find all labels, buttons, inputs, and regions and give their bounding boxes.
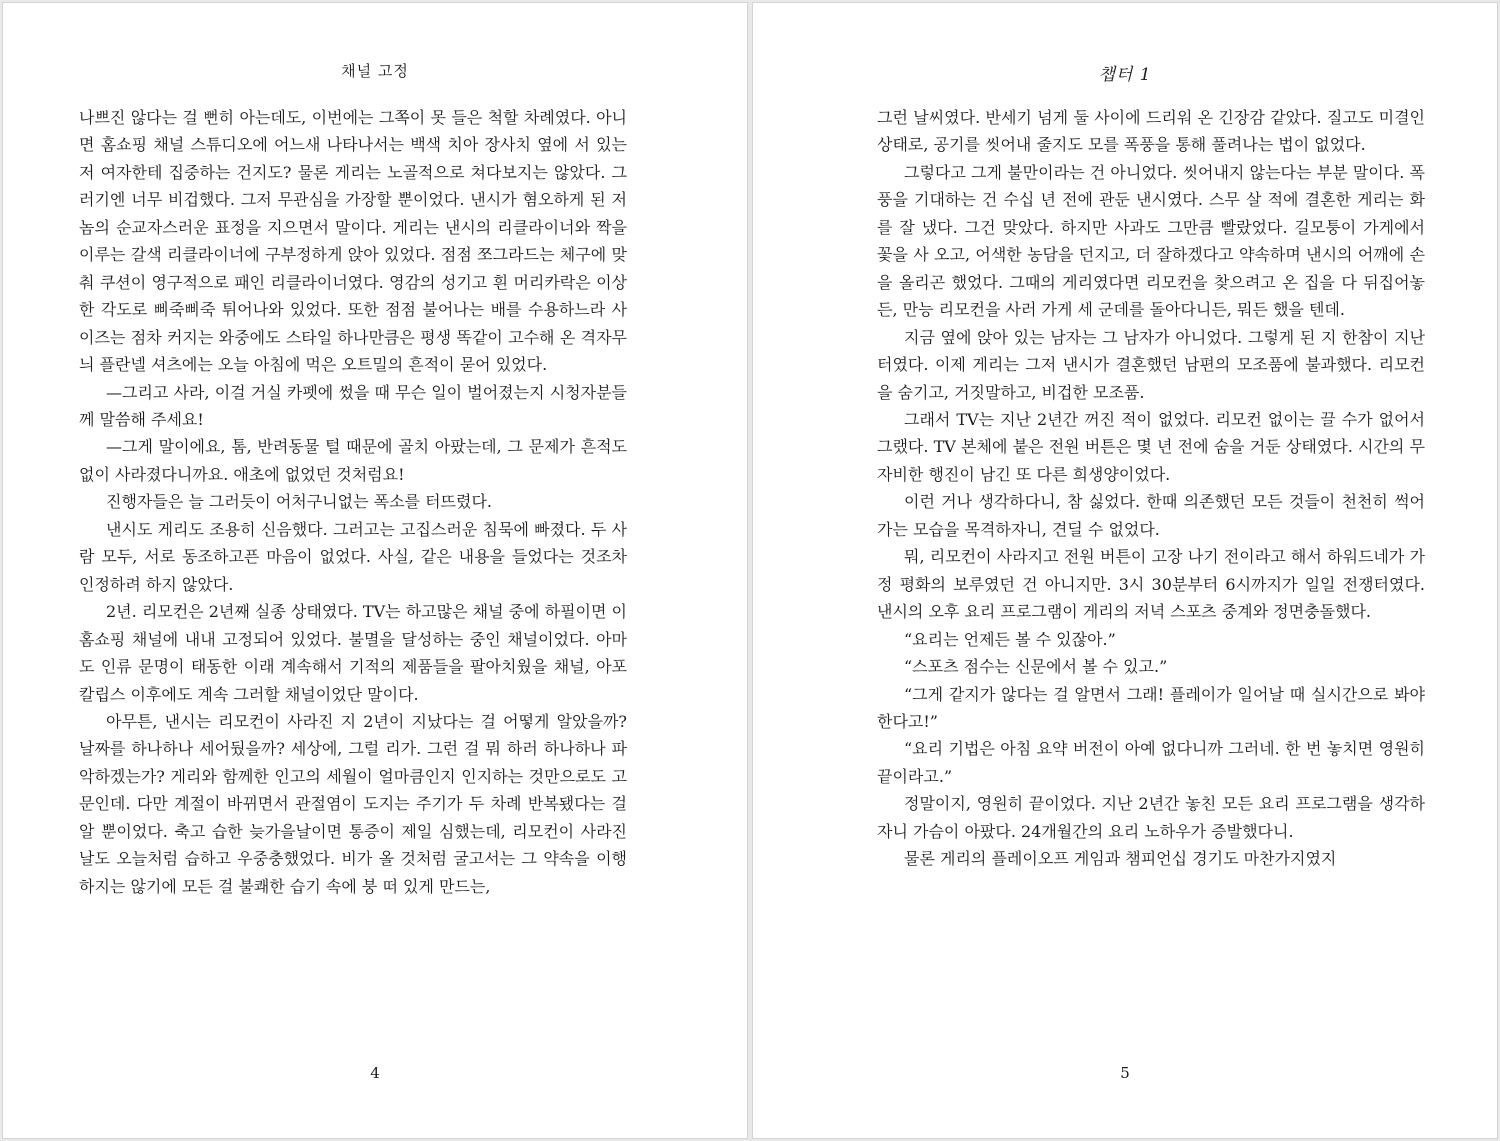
page-number: 4 bbox=[370, 1064, 380, 1082]
paragraph: “요리는 언제든 볼 수 있잖아.” bbox=[904, 629, 1116, 649]
paragraph: 아무튼, 낸시는 리모컨이 사라진 지 2년이 지났다는 걸 어떻게 알았을까? 날짜를 하나하나 세어뒀을까? 세상에, 그럴 리가. 그런 걸 뭐 하러 하나하나 파악하겠는가? 게리와 함께한 인고의 세월이 얼마큼인지 인지하는 것만으로도 고문인데. 다만 계절이 바뀌면서 관절염이 도지는 주기가 두 차례 반복됐다는 걸 알 뿐이었다. 축고 습한 늦가을날이면 통증이 제일 심했는데, 리모컨이 사라진 날도 오늘처럼 습하고 우중충했었다. 비가 올 것처럼 굴고서는 그 약속을 이행하지는 않기에 모든 걸 불쾌한 습기 속에 붕 떠 있게 만드는, bbox=[79, 711, 627, 896]
paragraph: 정말이지, 영원히 끝이었다. 지난 2년간 놓친 모든 요리 프로그램을 생각하자니 가슴이 아팠다. 24개월간의 요리 노하우가 증발했다니. bbox=[877, 794, 1425, 841]
left-page bbox=[2, 2, 748, 1139]
paragraph: 그래서 TV는 지난 2년간 꺼진 적이 없었다. 리모컨 없이는 끌 수가 없어서 그랬다. TV 본체에 붙은 전원 버튼은 몇 년 전에 숨을 거둔 상태였다. 시간의 무자비한 행진이 남긴 또 다른 희생양이었다. bbox=[877, 409, 1425, 484]
paragraph: 나쁘진 않다는 걸 뻔히 아는데도, 이번에는 그쪽이 못 들은 척할 차례였다. 아니면 홈쇼핑 채널 스튜디오에 어느새 나타나서는 백색 치아 장사치 옆에 서 있는 저 여자한테 집중하는 건지도? 물론 게리는 노골적으로 쳐다보지는 않았다. 그러기엔 너무 비겁했다. 그저 무관심을 가장할 뿐이었다. 낸시가 혐오하게 된 저놈의 순교자스러운 표정을 지으면서 말이다. 게리는 낸시의 리클라이너와 짝을 이루는 갈색 리클라이너에 구부정하게 앉아 있었다. 점점 쪼그라드는 체구에 맞춰 쿠션이 영구적으로 패인 리클라이너였다. 영감의 성기고 흰 머리카락은 이상한 각도로 삐죽삐죽 튀어나와 있었다. 또한 점점 불어나는 배를 수용하느라 사이즈는 점차 커지는 와중에도 스타일 하나만큼은 평생 똑같이 고수해 온 격자무늬 플란넬 셔츠에는 오늘 아침에 먹은 오트밀의 흔적이 묻어 있었다. bbox=[79, 108, 627, 375]
paragraph: 그런 날씨였다. 반세기 넘게 둘 사이에 드리워 온 긴장감 같았다. 질고도 미결인 상태로, 공기를 씻어내 줄지도 모를 폭풍을 통해 풀려나는 법이 없었다. bbox=[877, 108, 1425, 155]
right-page bbox=[752, 2, 1498, 1139]
page-number: 5 bbox=[1120, 1064, 1130, 1082]
paragraph: “요리 기법은 아침 요약 버전이 아예 없다니까 그러네. 한 번 놓치면 영원히 끝이라고.” bbox=[877, 739, 1425, 786]
paragraph: 지금 옆에 앉아 있는 남자는 그 남자가 아니었다. 그렇게 된 지 한참이 지난 터였다. 이제 게리는 그저 낸시가 결혼했던 남편의 모조품에 불과했다. 리모컨을 숨기고, 거짓말하고, 비겁한 모조품. bbox=[877, 327, 1425, 402]
paragraph: “스포츠 점수는 신문에서 볼 수 있고.” bbox=[904, 657, 1168, 677]
page-body bbox=[877, 104, 1425, 873]
paragraph: 2년. 리모컨은 2년째 실종 상태였다. TV는 하고많은 채널 중에 하필이면 이 홈쇼핑 채널에 내내 고정되어 있었다. 불멸을 달성하는 중인 채널이었다. 아마도 인류 문명이 태동한 이래 계속해서 기적의 제품들을 팔아치웠을 채널, 아포칼립스 이후에도 계속 그러할 채널이었단 말이다. bbox=[79, 602, 627, 704]
paragraph: —그리고 사라, 이걸 거실 카펫에 썼을 때 무슨 일이 벌어졌는지 시청자분들께 말씀해 주세요! bbox=[79, 382, 627, 429]
page-body bbox=[79, 104, 627, 900]
paragraph: 물론 게리의 플레이오프 게임과 챔피언십 경기도 마찬가지였지 bbox=[904, 849, 1337, 869]
running-head: 채널 고정 bbox=[341, 62, 409, 80]
paragraph: 낸시도 게리도 조용히 신음했다. 그러고는 고집스러운 침묵에 빠졌다. 두 사람 모두, 서로 동조하고픈 마음이 없었다. 사실, 같은 내용을 들었다는 것조차 인정하려 하지 않았다. bbox=[79, 519, 627, 594]
paragraph: —그게 말이에요, 톰, 반려동물 털 때문에 골치 아팠는데, 그 문제가 흔적도 없이 사라졌다니까요. 애초에 없었던 것처럼요! bbox=[79, 437, 627, 484]
paragraph: 진행자들은 늘 그러듯이 어처구니없는 폭소를 터뜨렸다. bbox=[106, 492, 493, 512]
paragraph: 이런 거나 생각하다니, 참 싫었다. 한때 의존했던 모든 것들이 천천히 썩어가는 모습을 목격하자니, 견딜 수 없었다. bbox=[877, 492, 1425, 539]
paragraph: 그렇다고 그게 불만이라는 건 아니었다. 씻어내지 않는다는 부분 말이다. 폭풍을 기대하는 건 수십 년 전에 관둔 낸시였다. 스무 살 적에 결혼한 게리는 화를 잘 냈다. 그건 맞았다. 하지만 사과도 그만큼 빨랐었다. 길모퉁이 가게에서 꽃을 사 오고, 어색한 농담을 던지고, 더 잘하겠다고 약속하며 낸시의 어깨에 손을 올리곤 했었다. 그때의 게리였다면 리모컨을 찾으려고 온 집을 다 뒤집어놓든, 만능 리모컨을 사러 가게 세 군데를 돌아다니든, 뭐든 했을 텐데. bbox=[877, 162, 1425, 320]
paragraph: 뭐, 리모컨이 사라지고 전원 버튼이 고장 나기 전이라고 해서 하워드네가 가정 평화의 보루였던 건 아니지만. 3시 30분부터 6시까지가 일일 전쟁터였다. 낸시의 오후 요리 프로그램이 게리의 저녁 스포츠 중계와 정면충돌했다. bbox=[877, 547, 1425, 622]
chapter-heading: 챕터 1 bbox=[1098, 65, 1152, 85]
paragraph: “그게 같지가 않다는 걸 알면서 그래! 플레이가 일어날 때 실시간으로 봐야 한다고!” bbox=[877, 684, 1425, 731]
